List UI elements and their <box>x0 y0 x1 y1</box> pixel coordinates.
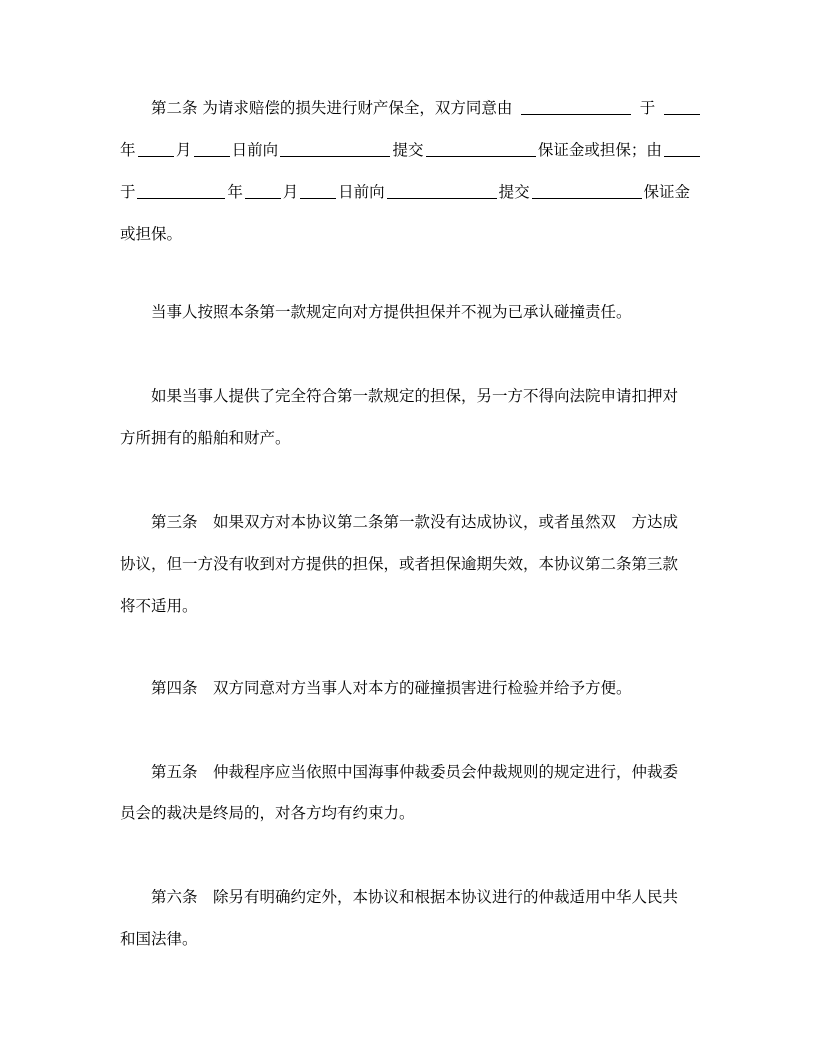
article2-line2-text: 提交 <box>392 141 424 159</box>
blank-field <box>664 138 700 157</box>
article2-line2-text: 保证金或担保；由 <box>537 141 662 159</box>
article2-line2-text: 月 <box>175 141 192 159</box>
article2-line2-text: 年 <box>120 141 136 159</box>
article2-paragraph2: 当事人按照本条第一款规定向对方提供担保并不视为已承认碰撞责任。 <box>151 303 632 321</box>
article4-line1: 第四条 双方同意对方当事人对本方的碰撞损害进行检验并给予方便。 <box>151 679 632 697</box>
article2-line3-text: 年 <box>227 183 243 201</box>
article2-line2 <box>120 138 700 162</box>
article2-line1-text: 第二条 为请求赔偿的损失进行财产保全，双方同意由 <box>151 99 513 117</box>
article2-line3-text: 日前向 <box>338 183 385 201</box>
article2-line3-text: 月 <box>282 183 299 201</box>
article2-line4: 或担保。 <box>120 225 183 243</box>
article3-line2: 协议，但一方没有收到对方提供的担保，或者担保逾期失效，本协议第二条第三款 <box>120 555 679 573</box>
blank-field <box>387 180 497 199</box>
article5-line1: 第五条 仲裁程序应当依照中国海事仲裁委员会仲裁规则的规定进行，仲裁委 <box>151 763 679 781</box>
blank-field <box>194 138 230 157</box>
blank-field <box>245 180 281 199</box>
article2-line3-text: 提交 <box>498 183 530 201</box>
article6-line2: 和国法律。 <box>120 930 198 948</box>
blank-field <box>426 138 536 157</box>
blank-field <box>300 180 336 199</box>
article3-line3: 将不适用。 <box>120 597 198 615</box>
article2-paragraph3-line1: 如果当事人提供了完全符合第一款规定的担保，另一方不得向法院申请扣押对 <box>151 387 679 405</box>
blank-field <box>137 180 225 199</box>
article5-line2: 员会的裁决是终局的，对各方均有约束力。 <box>120 804 415 822</box>
article2-paragraph3-line2: 方所拥有的船舶和财产。 <box>120 429 291 447</box>
article2-line3 <box>120 180 690 204</box>
article2-line1-text: 于 <box>639 99 656 117</box>
blank-field <box>532 180 642 199</box>
article6-line1: 第六条 除另有明确约定外，本协议和根据本协议进行的仲裁适用中华人民共 <box>151 888 679 906</box>
blank-field <box>664 96 700 115</box>
article2-line1 <box>151 96 700 120</box>
article3-line1: 第三条 如果双方对本协议第二条第一款没有达成协议，或者虽然双 方达成 <box>151 513 679 531</box>
blank-field <box>280 138 390 157</box>
blank-field <box>521 96 631 115</box>
article2-line2-text: 日前向 <box>231 141 279 159</box>
blank-field <box>138 138 174 157</box>
article2-line3-text: 保证金 <box>643 183 690 201</box>
article2-line3-text: 于 <box>120 183 136 201</box>
